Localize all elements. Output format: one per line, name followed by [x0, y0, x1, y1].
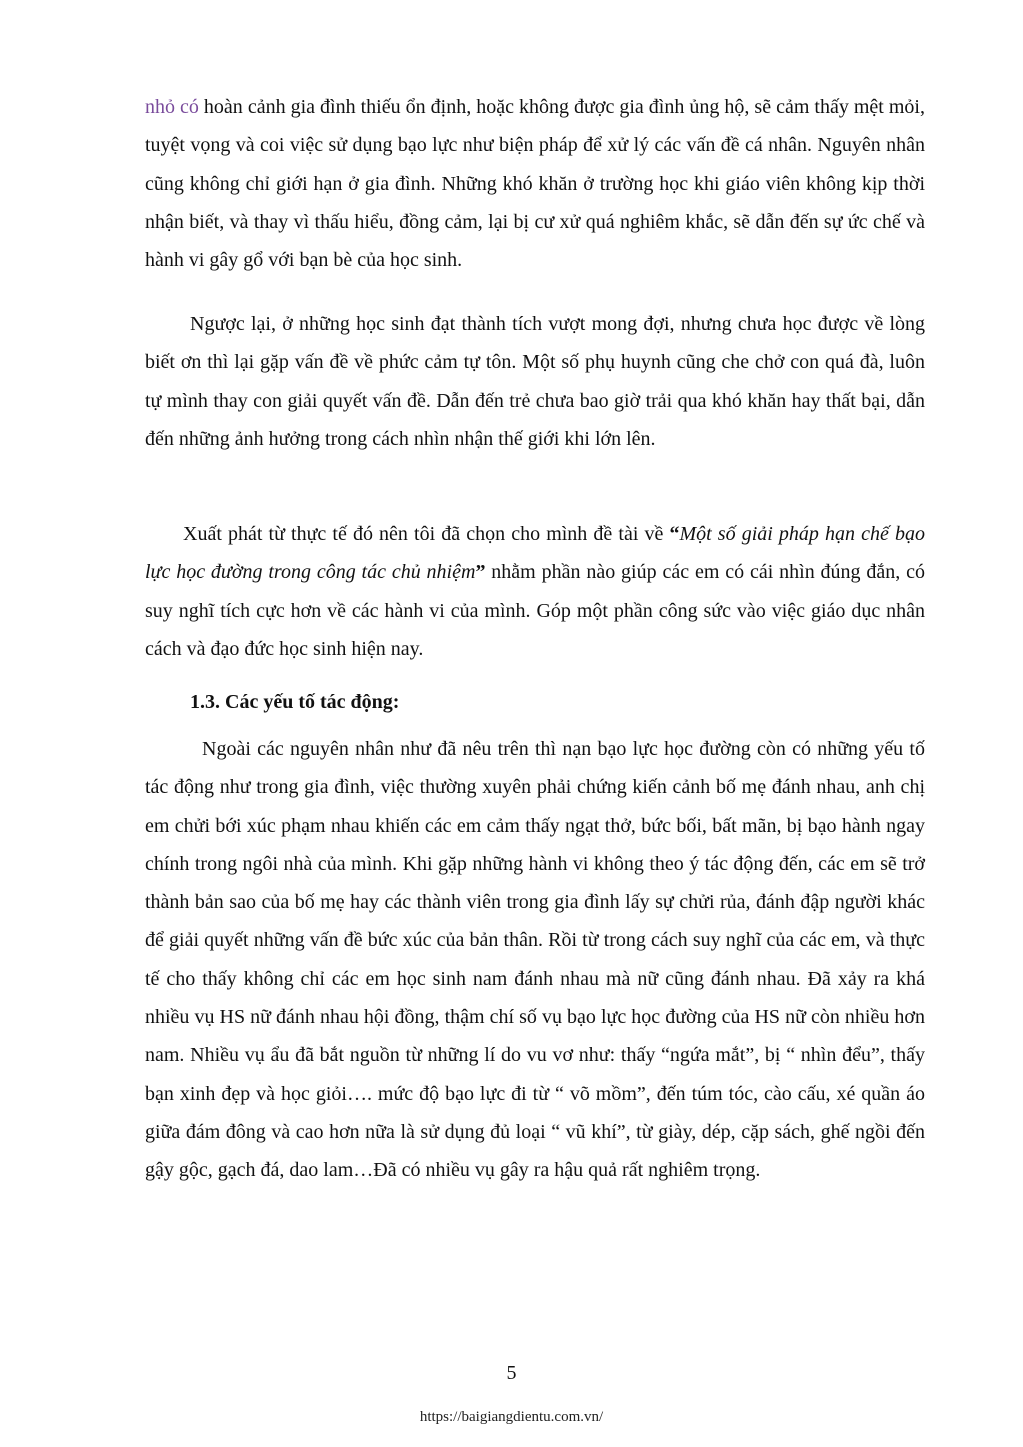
page-number: 5: [506, 1362, 517, 1384]
paragraph-3-text: nhằm phần nào giúp các em có cái nhìn đúng đắn, có suy nghĩ tích cực hơn về các hành vi của mình. Góp một phần công sức vào việc giáo dục nhân cách và đạo đức học sinh hiện nay.: [145, 561, 926, 660]
footer-url: https://baigiangdientu.com.vn/: [419, 1409, 604, 1425]
paragraph-4: Ngoài các nguyên nhân như đã nêu trên thì nạn bạo lực học đường còn có những yếu tố tác động như trong gia đình, việc thường xuyên phải chứng kiến cảnh bố mẹ đánh nhau, anh chị em chửi bới xúc phạm nhau khiến các em cảm thấy ngạt thở, bức bối, bất mãn, bị bạo hành ngay chính trong ngôi nhà của mình. Khi gặp những hành vi không theo ý tác động đến, các em sẽ trở thành bản sao của bố mẹ hay các thành viên trong gia đình lấy sự chửi rủa, đánh đập người khác để giải quyết những vấn đề bức xúc của bản thân. Rồi từ trong cách suy nghĩ của các em, và thực tế cho thấy không chỉ các em học sinh nam đánh nhau mà nữ cũng đánh nhau. Đã xảy ra khá nhiều vụ HS nữ đánh nhau hội đồng, thậm chí số vụ bạo lực học đường của HS nữ còn nhiều hơn nam. Nhiều vụ ẩu đã bắt nguồn từ những lí do vu vơ như: thấy “ngứa mắt”, bị “ nhìn đểu”, thấy bạn xinh đẹp và học giỏi…. mức độ bạo lực đi từ “ võ mồm”, đến túm tóc, cào cấu, xé quần áo giữa đám đông và cao hơn nữa là sử dụng đủ loại “ vũ khí”, từ giày, dép, cặp sách, ghế ngồi đến gậy gộc, gạch đá, dao lam…Đã có nhiều vụ gây ra hậu quả rất nghiêm trọng.: [145, 738, 925, 1182]
paragraph-3-intro: Xuất phát từ thực tế đó nên tôi đã chọn cho mình đề tài về: [183, 523, 670, 545]
paragraph-3: [145, 515, 925, 668]
title-close-quote: ”: [475, 561, 486, 584]
paragraph-2: Ngược lại, ở những học sinh đạt thành tích vượt mong đợi, nhưng chưa học được về lòng biết ơn thì lại gặp vấn đề về phức cảm tự tôn. Một số phụ huynh cũng che chở con quá đà, luôn tự mình thay con giải quyết vấn đề. Dẫn đến trẻ chưa bao giờ trải qua khó khăn hay thất bại, dẫn đến những ảnh hưởng trong cách nhìn nhận thế giới khi lớn lên.: [145, 313, 925, 450]
paragraph-1: [145, 88, 925, 279]
section-heading: 1.3. Các yếu tố tác động:: [190, 691, 400, 713]
title-open-quote: “: [669, 523, 680, 545]
paragraph-1-lead: nhỏ có: [145, 96, 199, 118]
topic-title: Một số giải pháp hạn chế bạo lực học đường trong công tác chủ nhiệm: [145, 523, 925, 584]
paragraph-1-text: hoàn cảnh gia đình thiếu ổn định, hoặc không được gia đình ủng hộ, sẽ cảm thấy mệt mỏi, tuyệt vọng và coi việc sử dụng bạo lực như biện pháp để xử lý các vấn đề cá nhân. Nguyên nhân cũng không chỉ giới hạn ở gia đình. Những khó khăn ở trường học khi giáo viên không kịp thời nhận biết, và thay vì thấu hiểu, đồng cảm, lại bị cư xử quá nghiêm khắc, sẽ dẫn đến sự ức chế và hành vi gây gổ với bạn bè của học sinh.: [145, 96, 925, 272]
